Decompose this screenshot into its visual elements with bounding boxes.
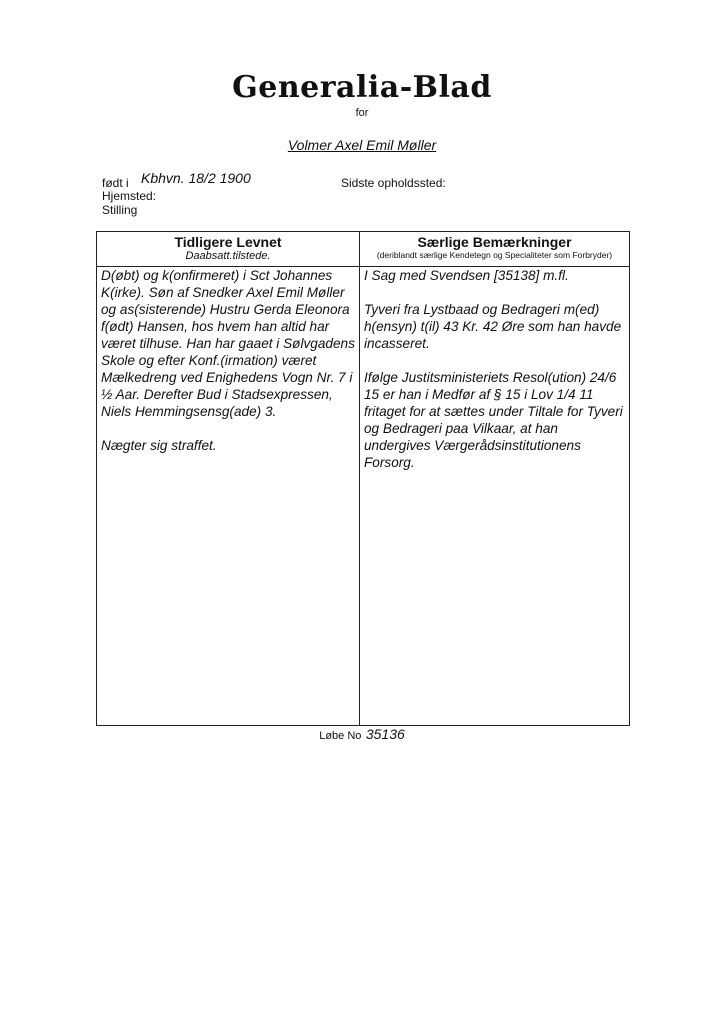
running-number: [0, 726, 724, 744]
right-header-subtitle: (deriblandt særlige Kendetegn og Specialiteter som Forbryder): [376, 250, 613, 260]
right-column-header: [360, 232, 630, 267]
person-name: Volmer Axel Emil Møller: [287, 137, 437, 153]
remarks-cell: [360, 267, 630, 726]
left-paragraph: D(øbt) og k(onfirmeret) i Sct Johannes K(irke). Søn af Snedker Axel Emil Møller og as(sisterende) Hustru Gerda Eleonora f(ødt) Hansen, hos hvem han altid har været tilhuse. Han har gaaet i Sølvgadens Skole og efter Konf.(irmation) været Mælkedreng ved Enighedens Vogn Nr. 7 i ½ Aar. Derefter Bud i Stadsexpressen, Niels Hemmingsensg(ade) 3.: [101, 268, 355, 419]
previous-life-cell: [97, 267, 360, 726]
left-header-subtitle: Daabsatt.tilstede.: [185, 250, 271, 262]
running-number-label: Løbe No: [319, 730, 362, 742]
last-residence-label: Sidste opholdssted:: [341, 176, 446, 190]
running-number-value: 35136: [365, 726, 405, 742]
born-value: Kbhvn. 18/2 1900: [141, 170, 251, 186]
document-title: Generalia-Blad: [232, 70, 492, 105]
left-paragraph: Nægter sig straffet.: [101, 438, 217, 453]
right-paragraph: Tyveri fra Lystbaad og Bedrageri m(ed) h(ensyn) t(il) 43 Kr. 42 Øre som han havde incasseret.: [364, 302, 622, 351]
occupation-label: Stilling: [102, 203, 138, 217]
hometown-label: Hjemsted:: [102, 189, 157, 203]
for-label: for: [355, 107, 369, 119]
right-paragraph: I Sag med Svendsen [35138] m.fl.: [364, 268, 569, 283]
record-table: [96, 231, 630, 726]
left-header-title: Tidligere Levnet: [174, 234, 282, 250]
right-header-title: Særlige Bemærkninger: [417, 234, 572, 250]
left-column-header: [97, 232, 360, 267]
born-label: født i: [102, 176, 129, 190]
right-paragraph: Ifølge Justitsministeriets Resol(ution) 24/6 15 er han i Medfør af § 15 i Lov 1/4 11 fritaget for at sættes under Tiltale for Tyveri og Bedrageri paa Vilkaar, at han undergives Værgerådsinstitutionens Forsorg.: [364, 370, 623, 470]
